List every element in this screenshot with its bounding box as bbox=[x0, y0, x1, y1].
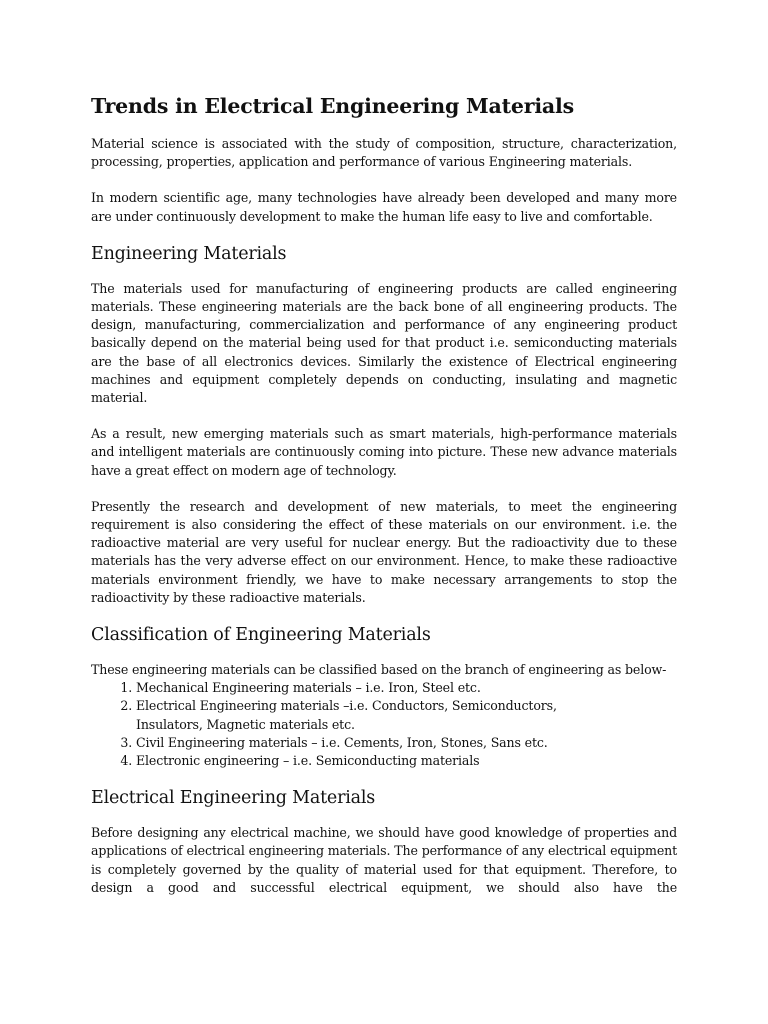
section-heading-engineering-materials: Engineering Materials bbox=[91, 243, 287, 264]
classification-list bbox=[91, 679, 677, 770]
section3-paragraph-1: Before designing any electrical machine, we should have good knowledge of properties and applications of electrical engineering materials. The performance of any electrical equipment is completely governed by the quality of material used for that equipment. Therefore, to design a good and successful electrical equipment, we should also have the bbox=[91, 825, 677, 895]
section-heading-electrical-materials: Electrical Engineering Materials bbox=[91, 788, 376, 809]
list-item: 3. Civil Engineering materials – i.e. Cements, Iron, Stones, Sans etc. bbox=[136, 734, 677, 752]
list-item: 4. Electronic engineering – i.e. Semiconducting materials bbox=[136, 752, 677, 770]
section1-paragraph-1: The materials used for manufacturing of engineering products are called engineering materials. These engineering materials are the back bone of all engineering products. The design, manufacturing, commercialization and performance of any engineering product basically depend on the material being used for that product i.e. semiconducting materials are the base of all electronics devices. Similarly the existence of Electrical engineering machines and equipment completely depends on conducting, insulating and magnetic material. bbox=[91, 280, 677, 406]
intro-paragraph-1: Material science is associated with the study of composition, structure, characterization, processing, properties, application and performance of various Engineering materials. bbox=[91, 136, 677, 170]
section1-paragraph-3: Presently the research and development of new materials, to meet the engineering requirement is also considering the effect of these materials on our environment. i.e. the radioactive material are very useful for nuclear energy. But the radioactivity due to these materials has the very adverse effect on our environment. Hence, to make these radioactive materials environment friendly, we have to make necessary arrangements to stop the radioactivity by these radioactive materials. bbox=[91, 498, 677, 605]
document-title: Trends in Electrical Engineering Materials bbox=[91, 94, 574, 118]
classification-intro: These engineering materials can be classified based on the branch of engineering as below- bbox=[91, 662, 667, 678]
list-item: 1. Mechanical Engineering materials – i.e. Iron, Steel etc. bbox=[136, 679, 677, 697]
list-item: 2. Electrical Engineering materials –i.e. Conductors, Semiconductors, Insulators, Magnetic materials etc. bbox=[136, 697, 677, 733]
section1-paragraph-2: As a result, new emerging materials such as smart materials, high-performance materials and intelligent materials are continuously coming into picture. These new advance materials have a great effect on modern age of technology. bbox=[91, 426, 677, 478]
document-page bbox=[91, 92, 677, 915]
intro-paragraph-2: In modern scientific age, many technologies have already been developed and many more are under continuously development to make the human life easy to live and comfortable. bbox=[91, 190, 677, 224]
section-heading-classification: Classification of Engineering Materials bbox=[91, 625, 431, 646]
